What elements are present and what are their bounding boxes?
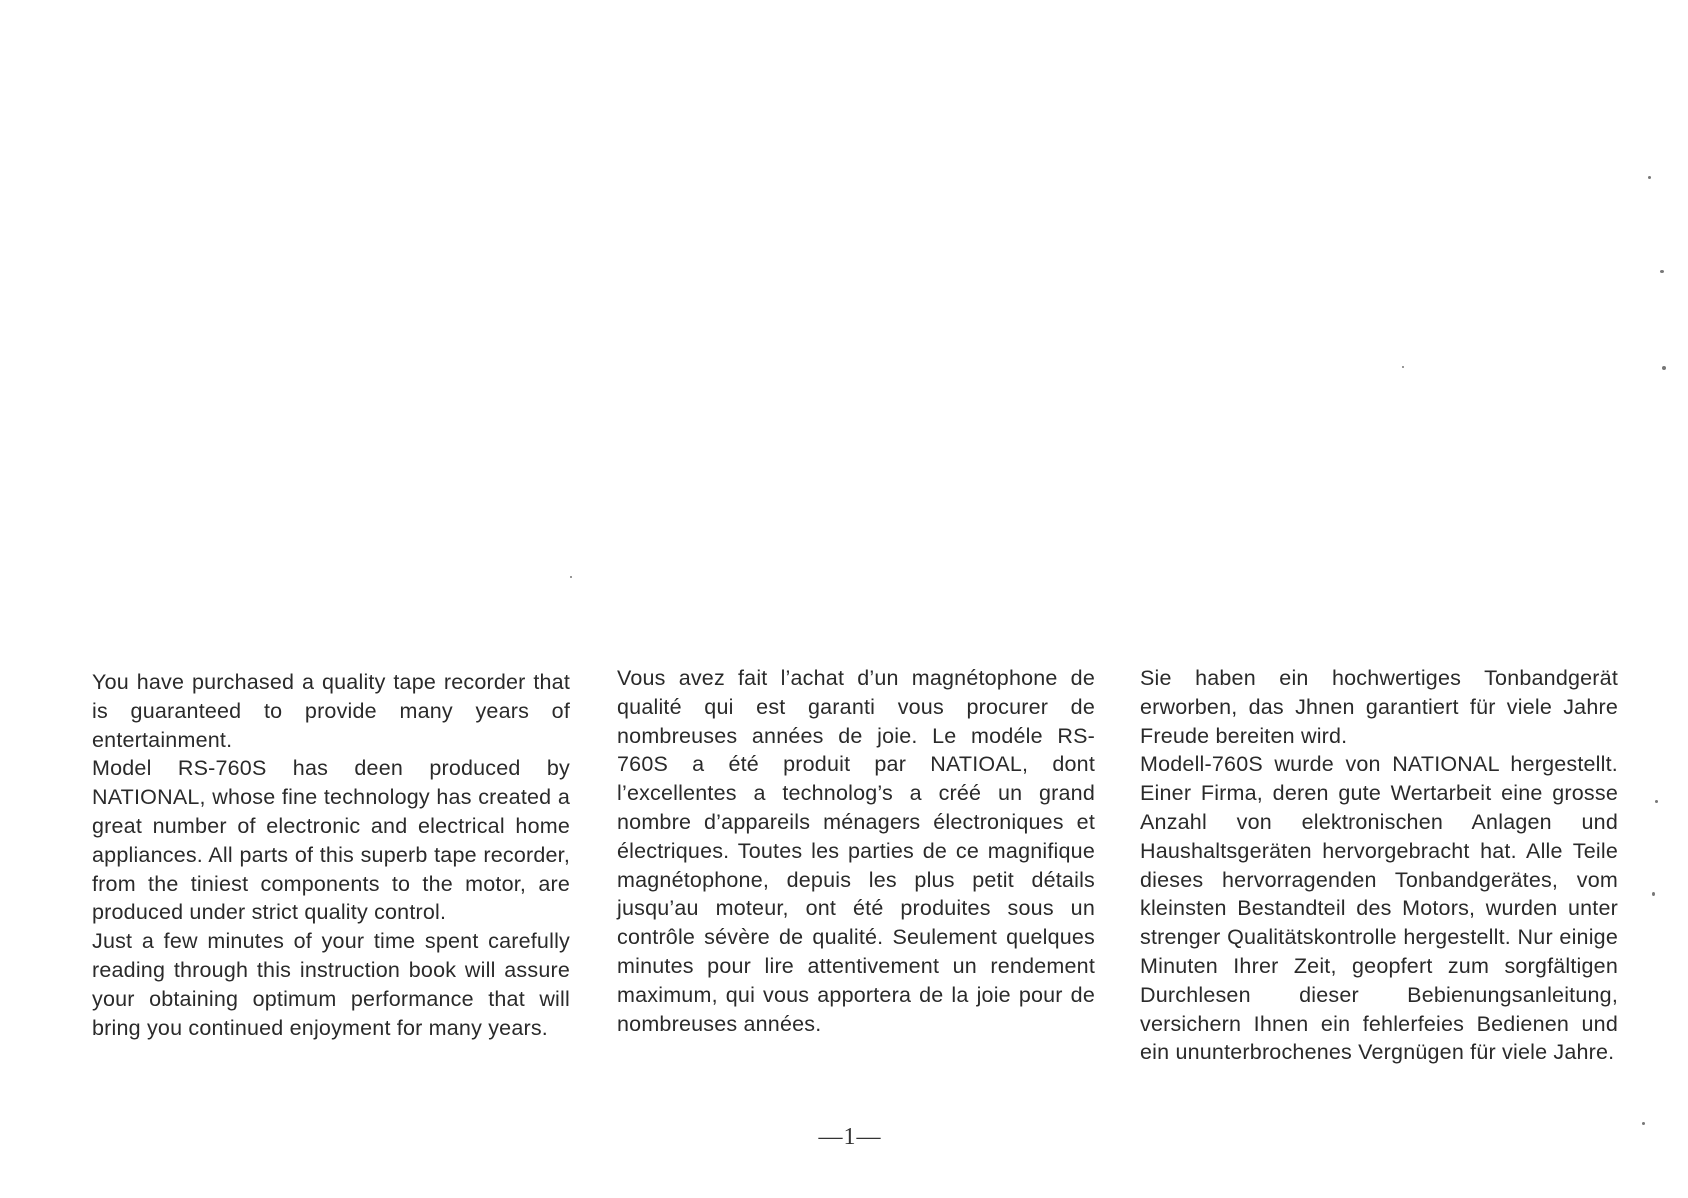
scan-speck	[1662, 366, 1666, 370]
scan-speck	[1402, 366, 1404, 368]
german-paragraph-2: Modell-760S wurde von NATIONAL hergestellt. Einer Firma, deren gute Wertarbeit eine grosse Anzahl von elektronischen Anlagen und Haushaltsgeräten hervorgebracht hat. Alle Teile dieses hervorragenden Tonbandgerätes, vom kleinsten Bestandteil des Motors, wurden unter strenger Qualitätskontrolle hergestellt. Nur einige Minuten Ihrer Zeit, geopfert zum sorgfältigen Durchlesen dieser Bebienungsanleitung, versichern Ihnen ein fehlerfeies Bedienen und ein ununterbrochenes Vergnügen für viele Jahre.	[1140, 752, 1618, 1065]
english-column	[92, 668, 570, 1042]
english-paragraph-2: Model RS-760S has deen produced by NATIONAL, whose fine technology has created a great number of electronic and electrical home appliances. All parts of this superb tape recorder, from the tiniest components to the motor, are produced under strict quality control.	[92, 756, 570, 925]
english-paragraph-1: You have purchased a quality tape recorder that is guaranteed to provide many years of entertainment.	[92, 670, 570, 752]
scan-speck	[1655, 800, 1658, 803]
page-number: —1—	[818, 1124, 882, 1150]
french-paragraph-1: Vous avez fait l’achat d’un magnétophone de qualité qui est garanti vous procurer de nombreuses années de joie. Le modéle RS-760S a été produit par NATIOAL, dont l’excellentes a technolog’s a créé un grand nombre d’appareils ménagers électroniques et électriques. Toutes les parties de ce magnifique magnétophone, depuis les plus petit détails jusqu’au moteur, ont été produites sous un contrôle sévère de qualité. Seulement quelques minutes pour lire attentivement un rendement maximum, qui vous apportera de la joie pour de nombreuses années.	[617, 666, 1095, 1036]
french-column	[617, 664, 1095, 1038]
english-paragraph-3: Just a few minutes of your time spent carefully reading through this instruction book will assure your obtaining optimum performance that will bring you continued enjoyment for many years.	[92, 929, 570, 1040]
scan-speck	[1642, 1122, 1645, 1125]
german-column	[1140, 664, 1618, 1067]
german-paragraph-1: Sie haben ein hochwertiges Tonbandgerät erworben, das Jhnen garantiert für viele Jahre Freude bereiten wird.	[1140, 666, 1618, 748]
scan-speck	[1648, 176, 1651, 179]
scan-speck	[1652, 892, 1655, 896]
scan-speck	[570, 576, 572, 578]
scan-speck	[1660, 270, 1664, 273]
